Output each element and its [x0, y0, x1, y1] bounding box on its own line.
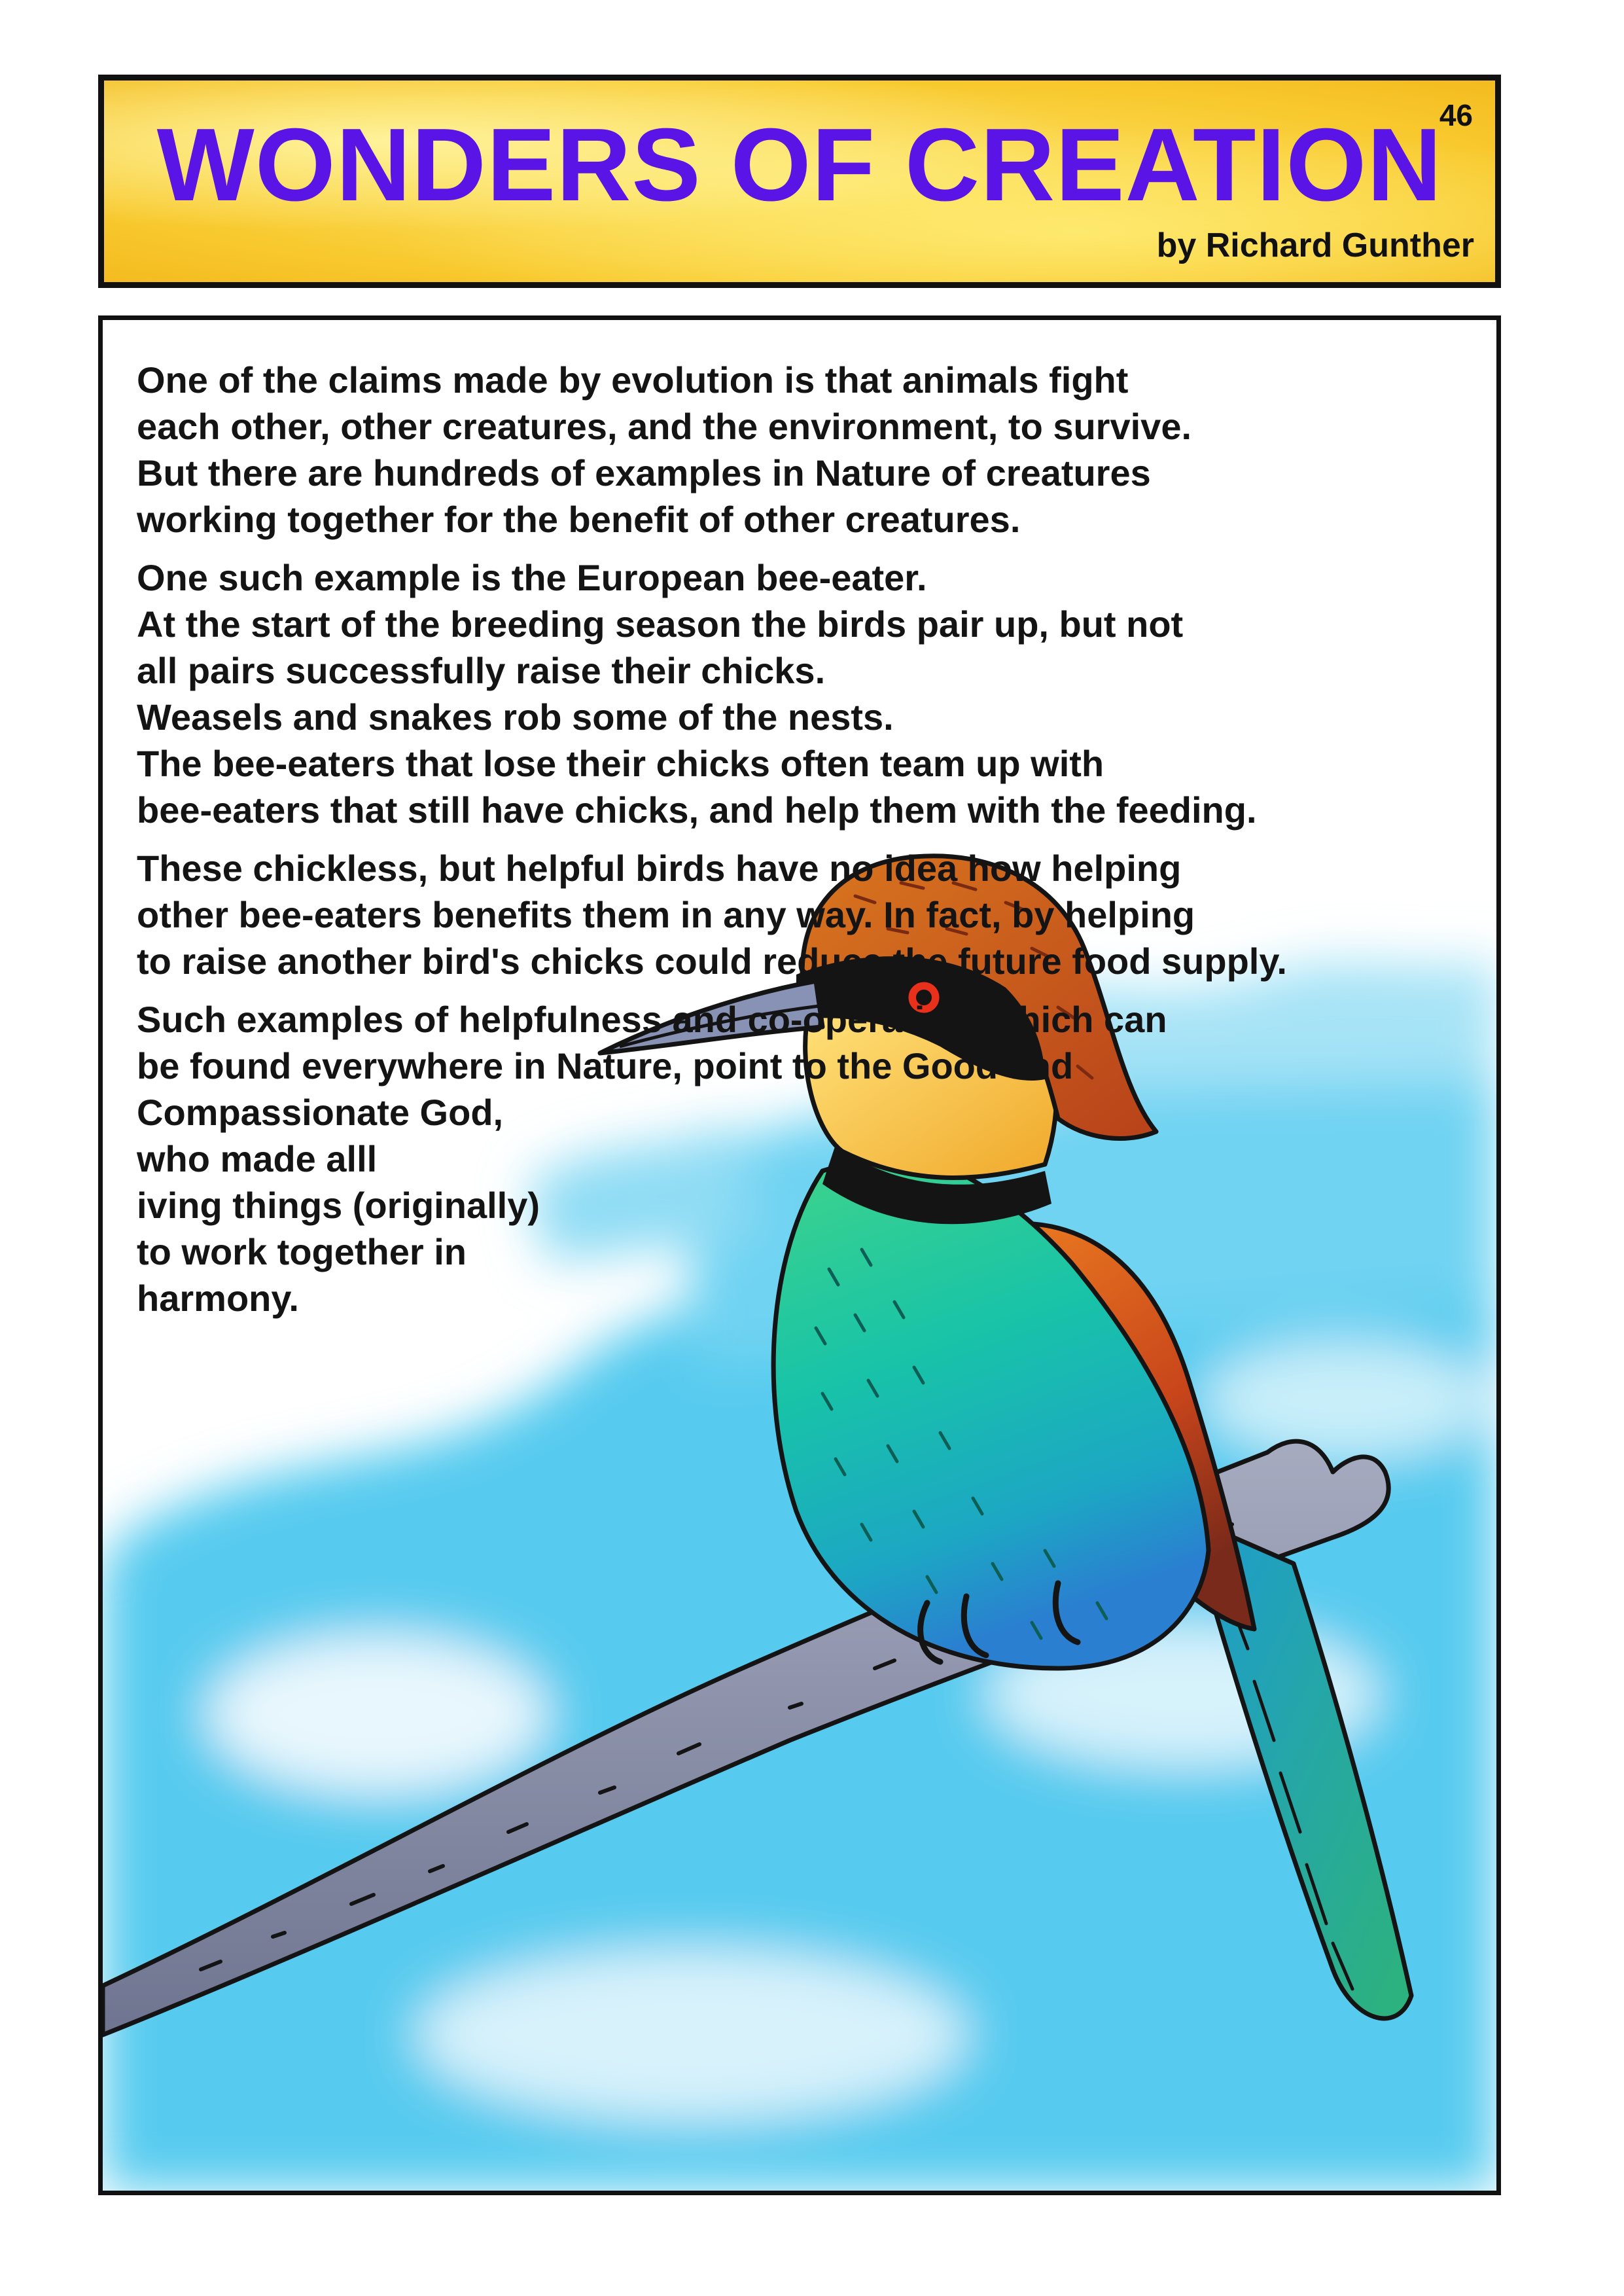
page-title: WONDERS OF CREATION — [156, 107, 1443, 223]
page-number: 46 — [1439, 98, 1473, 132]
paragraph-3: These chickless, but helpful birds have no idea how helping other bee-eaters benefits them in any way. In fact, by helping to raise another bird's chicks could reduce the future food supply. — [137, 848, 1287, 982]
paragraph-1: One of the claims made by evolution is that animals fight each other, other creatures, and the environment, to survive. But there are hundreds of examples in Nature of creatures working together for the benefit of other creatures. — [137, 359, 1192, 540]
comic-panel — [98, 315, 1501, 2195]
author-byline: by Richard Gunther — [1156, 226, 1474, 264]
paragraph-2: One such example is the European bee-eater. At the start of the breeding season the birds pair up, but not all pairs successfully raise their chicks. Weasels and snakes rob some of the nests. The bee-eaters that lose their chicks often team up with bee-eaters that still have chicks, and help them with the feeding. — [137, 557, 1257, 831]
article-text — [137, 357, 1472, 1333]
title-banner — [98, 75, 1501, 288]
paragraph-4: Such examples of helpfulness and co-operation, which can be found everywhere in Nature, point to the Good and Compassionate God, who made alll iving things (originally) to work together in harmony. — [137, 999, 1167, 1319]
